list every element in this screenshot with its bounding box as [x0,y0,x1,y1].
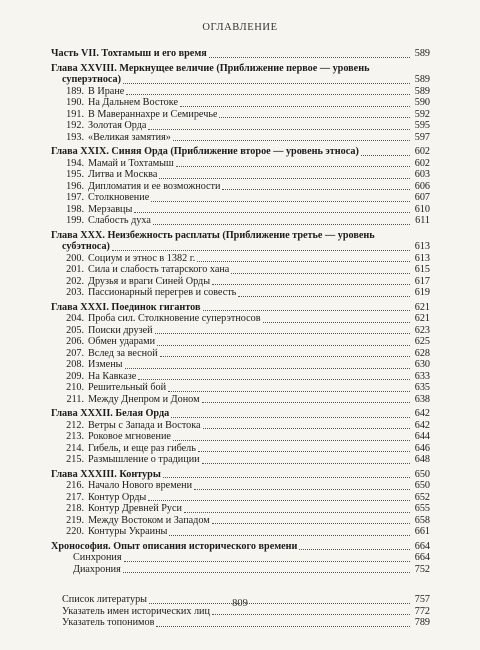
section-number: 196. [66,180,84,192]
entry-page: 602 [414,157,430,169]
section-number: 198. [66,203,84,215]
section-number: 211. [66,393,84,405]
toc-subentry[interactable] [51,526,430,538]
entry-page: 607 [414,192,430,203]
entry-page: 625 [414,336,430,347]
leader-dots [160,356,410,357]
section-number: 216. [66,480,84,491]
leader-dots [212,614,410,615]
section-title: Слабость духа [88,215,151,226]
entry-page: 592 [414,108,430,120]
leader-dots [168,391,410,392]
leader-dots [112,250,410,251]
entry-page: 606 [414,180,430,192]
leader-dots [124,561,410,562]
entry-page: 615 [414,264,430,275]
section-number: 219. [66,514,84,526]
section-title: Синхрония [73,552,122,563]
chapter-title: Глава XXXIII. Контуры [51,468,161,480]
entry-page: 623 [414,324,430,336]
leader-dots [156,626,410,627]
section-number: 212. [66,419,84,431]
leader-dots [219,117,410,118]
entry-page: 655 [414,503,430,514]
section-number: 213. [66,431,84,442]
entry-title: Часть VII. Тохтамыш и его время [51,48,207,59]
toc-entry[interactable] [51,408,430,420]
section-number: 214. [66,442,84,454]
toc-subentry[interactable] [51,132,430,144]
leader-dots [157,345,410,346]
chapter-title: Глава XXXI. Поединок гигантов [51,301,201,313]
toc-subentry[interactable] [51,287,430,299]
section-title: Обмен ударами [88,336,156,347]
leader-dots [197,261,410,262]
toc-subentry[interactable] [51,109,430,121]
section-number: 207. [66,347,84,359]
section-number: 193. [66,131,84,143]
section-title: Гибель, и еще раз гибель [88,442,196,454]
toc-entry[interactable] [51,302,430,314]
entry-page: 635 [414,382,430,393]
entry-page: 628 [414,347,430,359]
leader-dots [123,83,410,84]
leader-dots [173,140,410,141]
toc-entry[interactable] [51,469,430,481]
chapter-title[interactable]: Глава XXX. Неизбежность расплаты (Приближение третье — уровень [51,229,375,241]
section-number: 217. [66,491,84,503]
entry-page: 642 [414,419,430,431]
leader-dots [202,463,410,464]
entry-page: 789 [414,617,430,628]
section-number: 215. [66,454,84,465]
section-number: 190. [66,97,84,108]
leader-dots [222,189,410,190]
section-number: 200. [66,252,84,264]
entry-page: 589 [414,74,430,85]
leader-dots [203,428,410,429]
toc-subentry[interactable] [51,420,430,432]
section-title: Золотая Орда [88,120,147,131]
chapter-title-cont: суперэтноса) [62,74,122,85]
leader-dots [171,417,410,418]
leader-dots [176,166,410,167]
toc-subentry[interactable] [51,443,430,455]
toc-subentry[interactable] [51,215,430,227]
entry-page: 602 [414,146,430,157]
entry-page: 650 [414,468,430,480]
toc-subentry[interactable] [51,394,430,406]
section-title: Между Днепром и Доном [88,393,200,405]
page-number: 809 [232,598,248,609]
back-matter-title: Указатель топонимов [62,617,155,628]
leader-dots [194,489,410,490]
leader-dots [180,106,410,107]
toc-subentry[interactable] [51,359,430,371]
entry-page: 661 [414,526,430,537]
section-number: 194. [66,157,84,169]
section-title: Между Востоком и Западом [88,514,210,526]
leader-dots [151,201,410,202]
entry-page: 611 [415,215,430,226]
leader-dots [202,402,410,403]
entry-page: 648 [414,454,430,465]
section-title: Друзья и враги Синей Орды [88,275,211,287]
section-title: Измены [88,359,123,370]
section-title: На Дальнем Востоке [88,97,178,108]
entry-page: 597 [414,131,430,143]
entry-page: 603 [414,169,430,180]
chapter-28 [51,63,430,144]
leader-dots [163,477,410,478]
entry-page: 589 [414,48,430,59]
section-number: 189. [66,85,84,97]
toc-subentry[interactable] [51,253,430,265]
leader-dots [153,224,410,225]
section-title: В Иране [88,85,125,97]
table-of-contents [51,48,430,632]
entry-page: 664 [414,552,430,563]
toc-entry[interactable] [51,541,430,553]
section-title: Мамай и Тохтамыш [88,157,174,169]
leader-dots [263,322,410,323]
leader-dots [126,94,410,95]
toc-subentry[interactable] [51,336,430,348]
entry-page: 619 [414,287,430,298]
section-number: 201. [66,264,84,275]
section-title: Столкновение [88,192,150,203]
section-title: Вслед за весной [88,347,158,359]
section-title: Литва и Москва [88,169,158,180]
section-title: В Мавераннахре и Семиречье [88,108,218,120]
section-title: Роковое мгновение [88,431,171,442]
entry-page: 642 [414,408,430,419]
leader-dots [212,523,410,524]
chapter-title: Глава XXXII. Белая Орда [51,408,170,419]
section-number: 218. [66,503,84,514]
leader-dots [198,451,410,452]
toc-subentry[interactable] [51,86,430,98]
entry-page: 646 [414,442,430,454]
leader-dots [184,512,410,513]
section-title: На Кавказе [88,370,137,382]
section-title: Решительный бой [88,382,167,393]
leader-dots [159,178,410,179]
entry-page: 650 [414,480,430,491]
leader-dots [209,57,410,58]
section-title: Диахрония [73,563,121,575]
entry-page: 621 [414,313,430,324]
section-heading: Хронософия. Опыт описания исторического времени [51,540,298,552]
leader-dots [155,333,410,334]
entry-page: 658 [414,514,430,526]
toc-subentry[interactable] [51,264,430,276]
section-number: 197. [66,192,84,203]
section-title: Контур Орды [88,491,147,503]
section-number: 199. [66,215,84,226]
section-number: 202. [66,275,84,287]
chapter-32 [51,408,430,466]
toc-subentry[interactable] [51,97,430,109]
section-title: Сила и слабость татарского хана [88,264,230,275]
toc-subentry[interactable] [51,564,430,576]
toc-subentry[interactable] [51,515,430,527]
section-title: Начало Нового времени [88,480,193,491]
section-title: Поиски друзей [88,324,153,336]
toc-entry[interactable] [51,48,430,60]
toc-subentry[interactable] [51,204,430,216]
leader-dots [203,310,410,311]
entry-page: 630 [414,359,430,370]
section-number: 209. [66,370,84,382]
leader-dots [134,212,410,213]
toc-subentry[interactable] [51,313,430,325]
spacer [51,578,430,594]
entry-page: 652 [414,491,430,503]
toc-subentry[interactable] [51,492,430,504]
chapter-title[interactable]: Глава XXVIII. Меркнущее величие (Приближение первое — уровень [51,62,370,74]
leader-dots [231,273,410,274]
leader-dots [123,572,410,573]
toc-subentry[interactable] [51,371,430,383]
entry-page: 664 [414,540,430,552]
section-title: Пассионарный перегрев и совесть [88,287,237,298]
toc-entry[interactable] [51,617,430,629]
section-number: 208. [66,359,84,370]
leader-dots [212,284,410,285]
section-title: Дипломатия и ее возможности [88,180,221,192]
leader-dots [138,379,410,380]
part-entry [51,48,430,60]
back-matter-title: Указатель имен исторических лиц [62,605,210,617]
leader-dots [238,296,410,297]
leader-dots [299,549,410,550]
section-number: 203. [66,287,84,298]
leader-dots [148,500,410,501]
toc-subentry[interactable] [51,158,430,170]
section-number: 210. [66,382,84,393]
section-number: 192. [66,120,84,131]
leader-dots [361,155,410,156]
entry-page: 638 [414,393,430,405]
section-title: Контур Древней Руси [88,503,182,514]
section-number: 204. [66,313,84,324]
entry-page: 633 [414,370,430,382]
chapter-30 [51,230,430,299]
chapter-31 [51,302,430,406]
entry-page: 613 [414,241,430,252]
leader-dots [169,535,410,536]
entry-page: 590 [414,97,430,108]
entry-page: 610 [414,203,430,215]
entry-page: 644 [414,431,430,442]
leader-dots [148,129,410,130]
toc-subentry[interactable] [51,431,430,443]
entry-page: 613 [414,252,430,264]
section-title: Ветры с Запада и Востока [88,419,201,431]
section-number: 191. [66,108,84,120]
toc-subentry[interactable] [51,276,430,288]
leader-dots [125,368,410,369]
toc-subentry[interactable] [51,503,430,515]
toc-subentry[interactable] [51,382,430,394]
section-title: Размышление о традиции [88,454,200,465]
toc-entry[interactable] [51,241,430,253]
toc-subentry[interactable] [51,120,430,132]
chronosophy [51,541,430,576]
toc-subentry[interactable] [51,480,430,492]
chapter-33 [51,469,430,538]
toc-subentry[interactable] [51,454,430,466]
running-header: ОГЛАВЛЕНИЕ [202,22,278,33]
toc-subentry[interactable] [51,325,430,337]
section-title: «Великая замятия» [88,131,171,143]
section-number: 220. [66,526,84,537]
entry-page: 752 [414,563,430,575]
chapter-title-cont: субэтноса) [62,241,110,252]
section-number: 206. [66,336,84,347]
back-matter-title: Список литературы [62,594,148,605]
section-number: 195. [66,169,84,180]
entry-page: 617 [414,275,430,287]
section-title: Проба сил. Столкновение суперэтносов [88,313,261,324]
entry-page: 772 [414,605,430,617]
section-title: Контуры Украины [88,526,168,537]
section-title: Социум и этнос в 1382 г. [88,252,196,264]
chapter-title: Глава XXIX. Синяя Орда (Приближение второе — уровень этноса) [51,146,359,157]
entry-page: 595 [414,120,430,131]
chapter-29 [51,146,430,227]
entry-page: 757 [414,594,430,605]
toc-subentry[interactable] [51,169,430,181]
toc-entry[interactable] [51,146,430,158]
section-title: Мерзавцы [88,203,133,215]
toc-entry[interactable] [51,74,430,86]
toc-subentry[interactable] [51,181,430,193]
toc-subentry[interactable] [51,348,430,360]
toc-subentry[interactable] [51,192,430,204]
section-number: 205. [66,324,84,336]
toc-subentry[interactable] [51,552,430,564]
entry-page: 621 [414,301,430,313]
leader-dots [173,440,410,441]
entry-page: 589 [414,85,430,97]
